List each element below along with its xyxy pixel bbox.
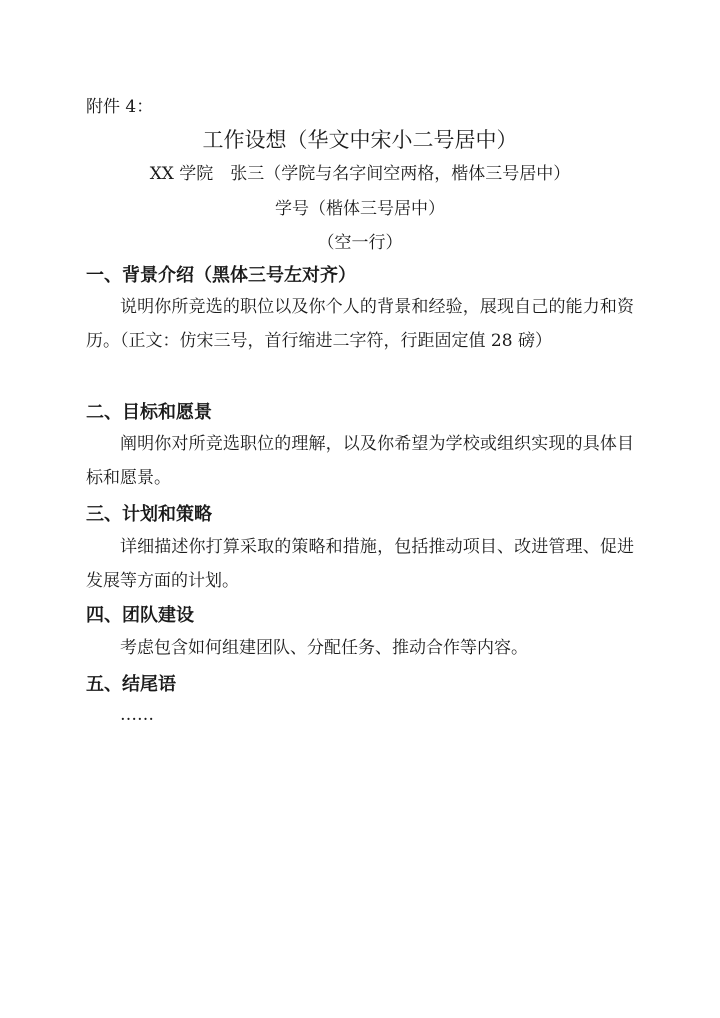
student-id-line: 学号（楷体三号居中） [275,199,445,219]
section-body-closing: …… [120,705,154,725]
document-title: 工作设想（华文中宋小二号居中） [202,128,518,152]
attachment-label: 附件 4： [86,97,154,117]
section-heading-plan: 三、计划和策略 [86,504,212,525]
section-body-goals: 阐明你对所竞选职位的理解，以及你希望为学校或组织实现的具体目标和愿景。 [86,434,634,488]
section-body-plan: 详细描述你打算采取的策略和措施，包括推动项目、改进管理、促进发展等方面的计划。 [86,537,634,591]
section-heading-goals: 二、目标和愿景 [86,402,212,423]
section-body-team: 考虑包含如何组建团队、分配任务、推动合作等内容。 [120,638,528,658]
section-body-background: 说明你所竞选的职位以及你个人的背景和经验，展现自己的能力和资历。（正文：仿宋三号，首行缩进二字符，行距固定值 28 磅） [86,297,634,351]
author-line: XX 学院 张三（学院与名字间空两格，楷体三号居中） [149,164,571,184]
section-heading-closing: 五、结尾语 [86,674,176,695]
section-heading-team: 四、团队建设 [86,605,194,626]
blank-line-note: （空一行） [317,233,403,253]
section-heading-background: 一、背景介绍（黑体三号左对齐） [86,265,356,286]
